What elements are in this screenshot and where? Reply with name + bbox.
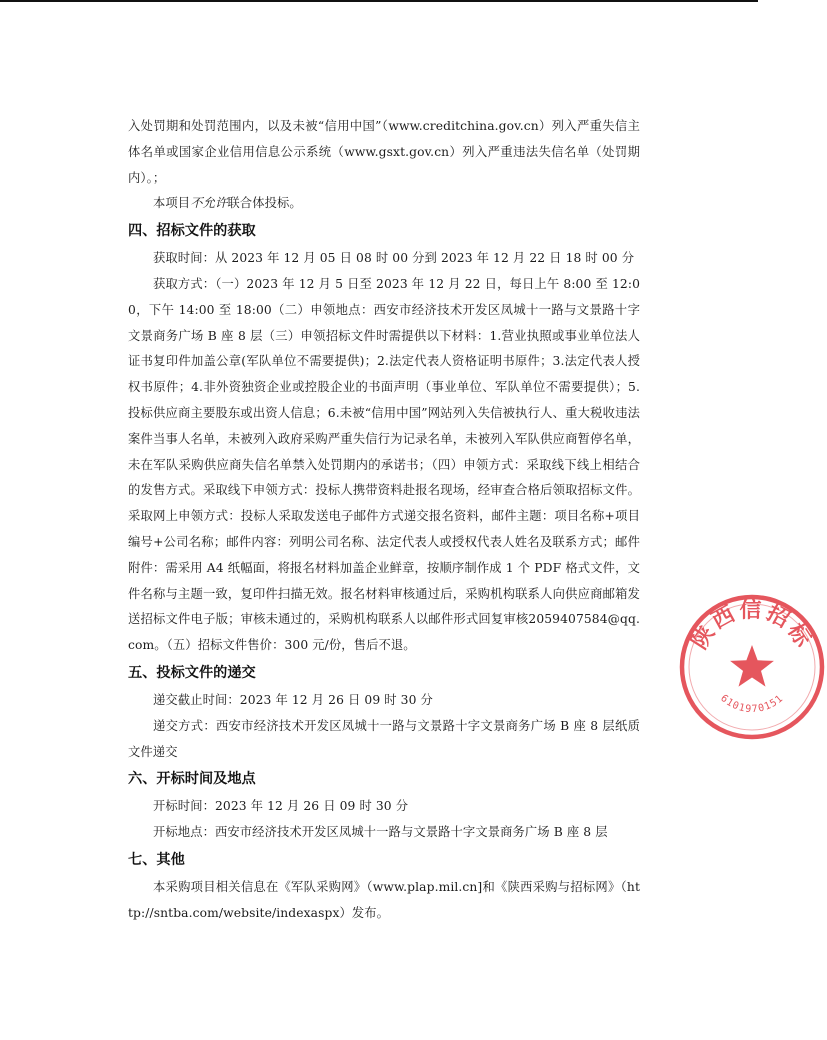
paragraph-publication-info: 本采购项目相关信息在《军队采购网》（www.plap.mil.cn]和《陕西采购与招标网》（http://sntba.com/website/indexaspx）发布。 [128,879,640,920]
consortium-text-before: 本项目 [153,196,191,211]
section-heading-7: 七、其他 [128,851,185,868]
paragraph-submission-method: 递交方式：西安市经济技术开发区凤城十一路与文景路十字文景商务广场 B 座 8 层纸质文件递交 [128,718,640,759]
seal-number-text: 6101970151 [718,692,786,716]
paragraph-qualification-end: 入处罚期和处罚范围内，以及未被“信用中国”（www.creditchina.gov.cn）列入严重失信主体名单或国家企业信用信息公示系统（www.gsxt.gov.cn）列入严重违法失信名单（处罚期内）。； [128,119,640,185]
section-heading-4: 四、招标文件的获取 [128,223,256,240]
seal-top-text: 陕西信招标 [687,598,817,654]
paragraph-opening-time: 开标时间：2023 年 12 月 26 日 09 时 30 分 [153,799,409,814]
svg-text:6101970151 [718,693,785,715]
consortium-text-after: 联合体投标。 [227,196,302,211]
section-heading-6: 六、开标时间及地点 [128,771,256,788]
section-heading-5: 五、投标文件的递交 [128,664,256,681]
paragraph-acquisition-method: 获取方式：（一）2023 年 12 月 5 日至 2023 年 12 月 22 日，每日上午 8:00 至 12:00，下午 14:00 至 18:00（二）申领地点：西安市经济技术开发区凤城十一路与文景路十字文景商务广场 B 座 8 层（三）申领招标文件时需提供以下材料：1.营业执照或事业单位法人证书复印件加盖公章(军队单位不需要提供)；2.法定代表人资格证明书原件；3.法定代表人授权书原件；4.非外资独资企业或控股企业的书面声明（事业单位、军队单位不需要提供）；5.投标供应商主要股东或出资人信息；6.未被“信用中国”网站列入失信被执行人、重大税收违法案件当事人名单，未被列入政府采购严重失信行为记录名单，未被列入军队供应商暂停名单，未在军队采购供应商失信名单禁入处罚期内的承诺书；（四）申领方式：采取线下线上相结合的发售方式。采取线下申领方式：投标人携带资料赴报名现场，经审查合格后领取招标文件。采取网上申领方式：投标人采取发送电子邮件方式递交报名资料，邮件主题：项目名称+项目编号+公司名称；邮件内容：列明公司名称、法定代表人或授权代表人姓名及联系方式；邮件附件：需采用 A4 纸幅面，将报名材料加盖企业鲜章，按顺序制作成 1 个 PDF 格式文件，文件名称与主题一致，复印件扫描无效。报名材料审核通过后，采购机构联系人向供应商邮箱发送招标文件电子版；审核未通过的，采购机构联系人以邮件形式回复审核2059407584@qq.com。（五）招标文件售价：300 元/份，售后不退。 [128,276,640,653]
top-edge-line [0,0,758,2]
paragraph-opening-location: 开标地点：西安市经济技术开发区凤城十一路与文景路十字文景商务广场 B 座 8 层 [153,825,608,840]
paragraph-submission-deadline: 递交截止时间：2023 年 12 月 26 日 09 时 30 分 [153,692,433,707]
paragraph-acquisition-time: 获取时间：从 2023 年 12 月 05 日 08 时 00 分到 2023 年 12 月 22 日 18 时 00 分 [153,251,635,266]
consortium-emphasis: 不允许 [190,196,228,211]
official-seal-icon [677,592,827,742]
document-body [128,114,640,927]
paragraph-consortium [128,191,640,217]
